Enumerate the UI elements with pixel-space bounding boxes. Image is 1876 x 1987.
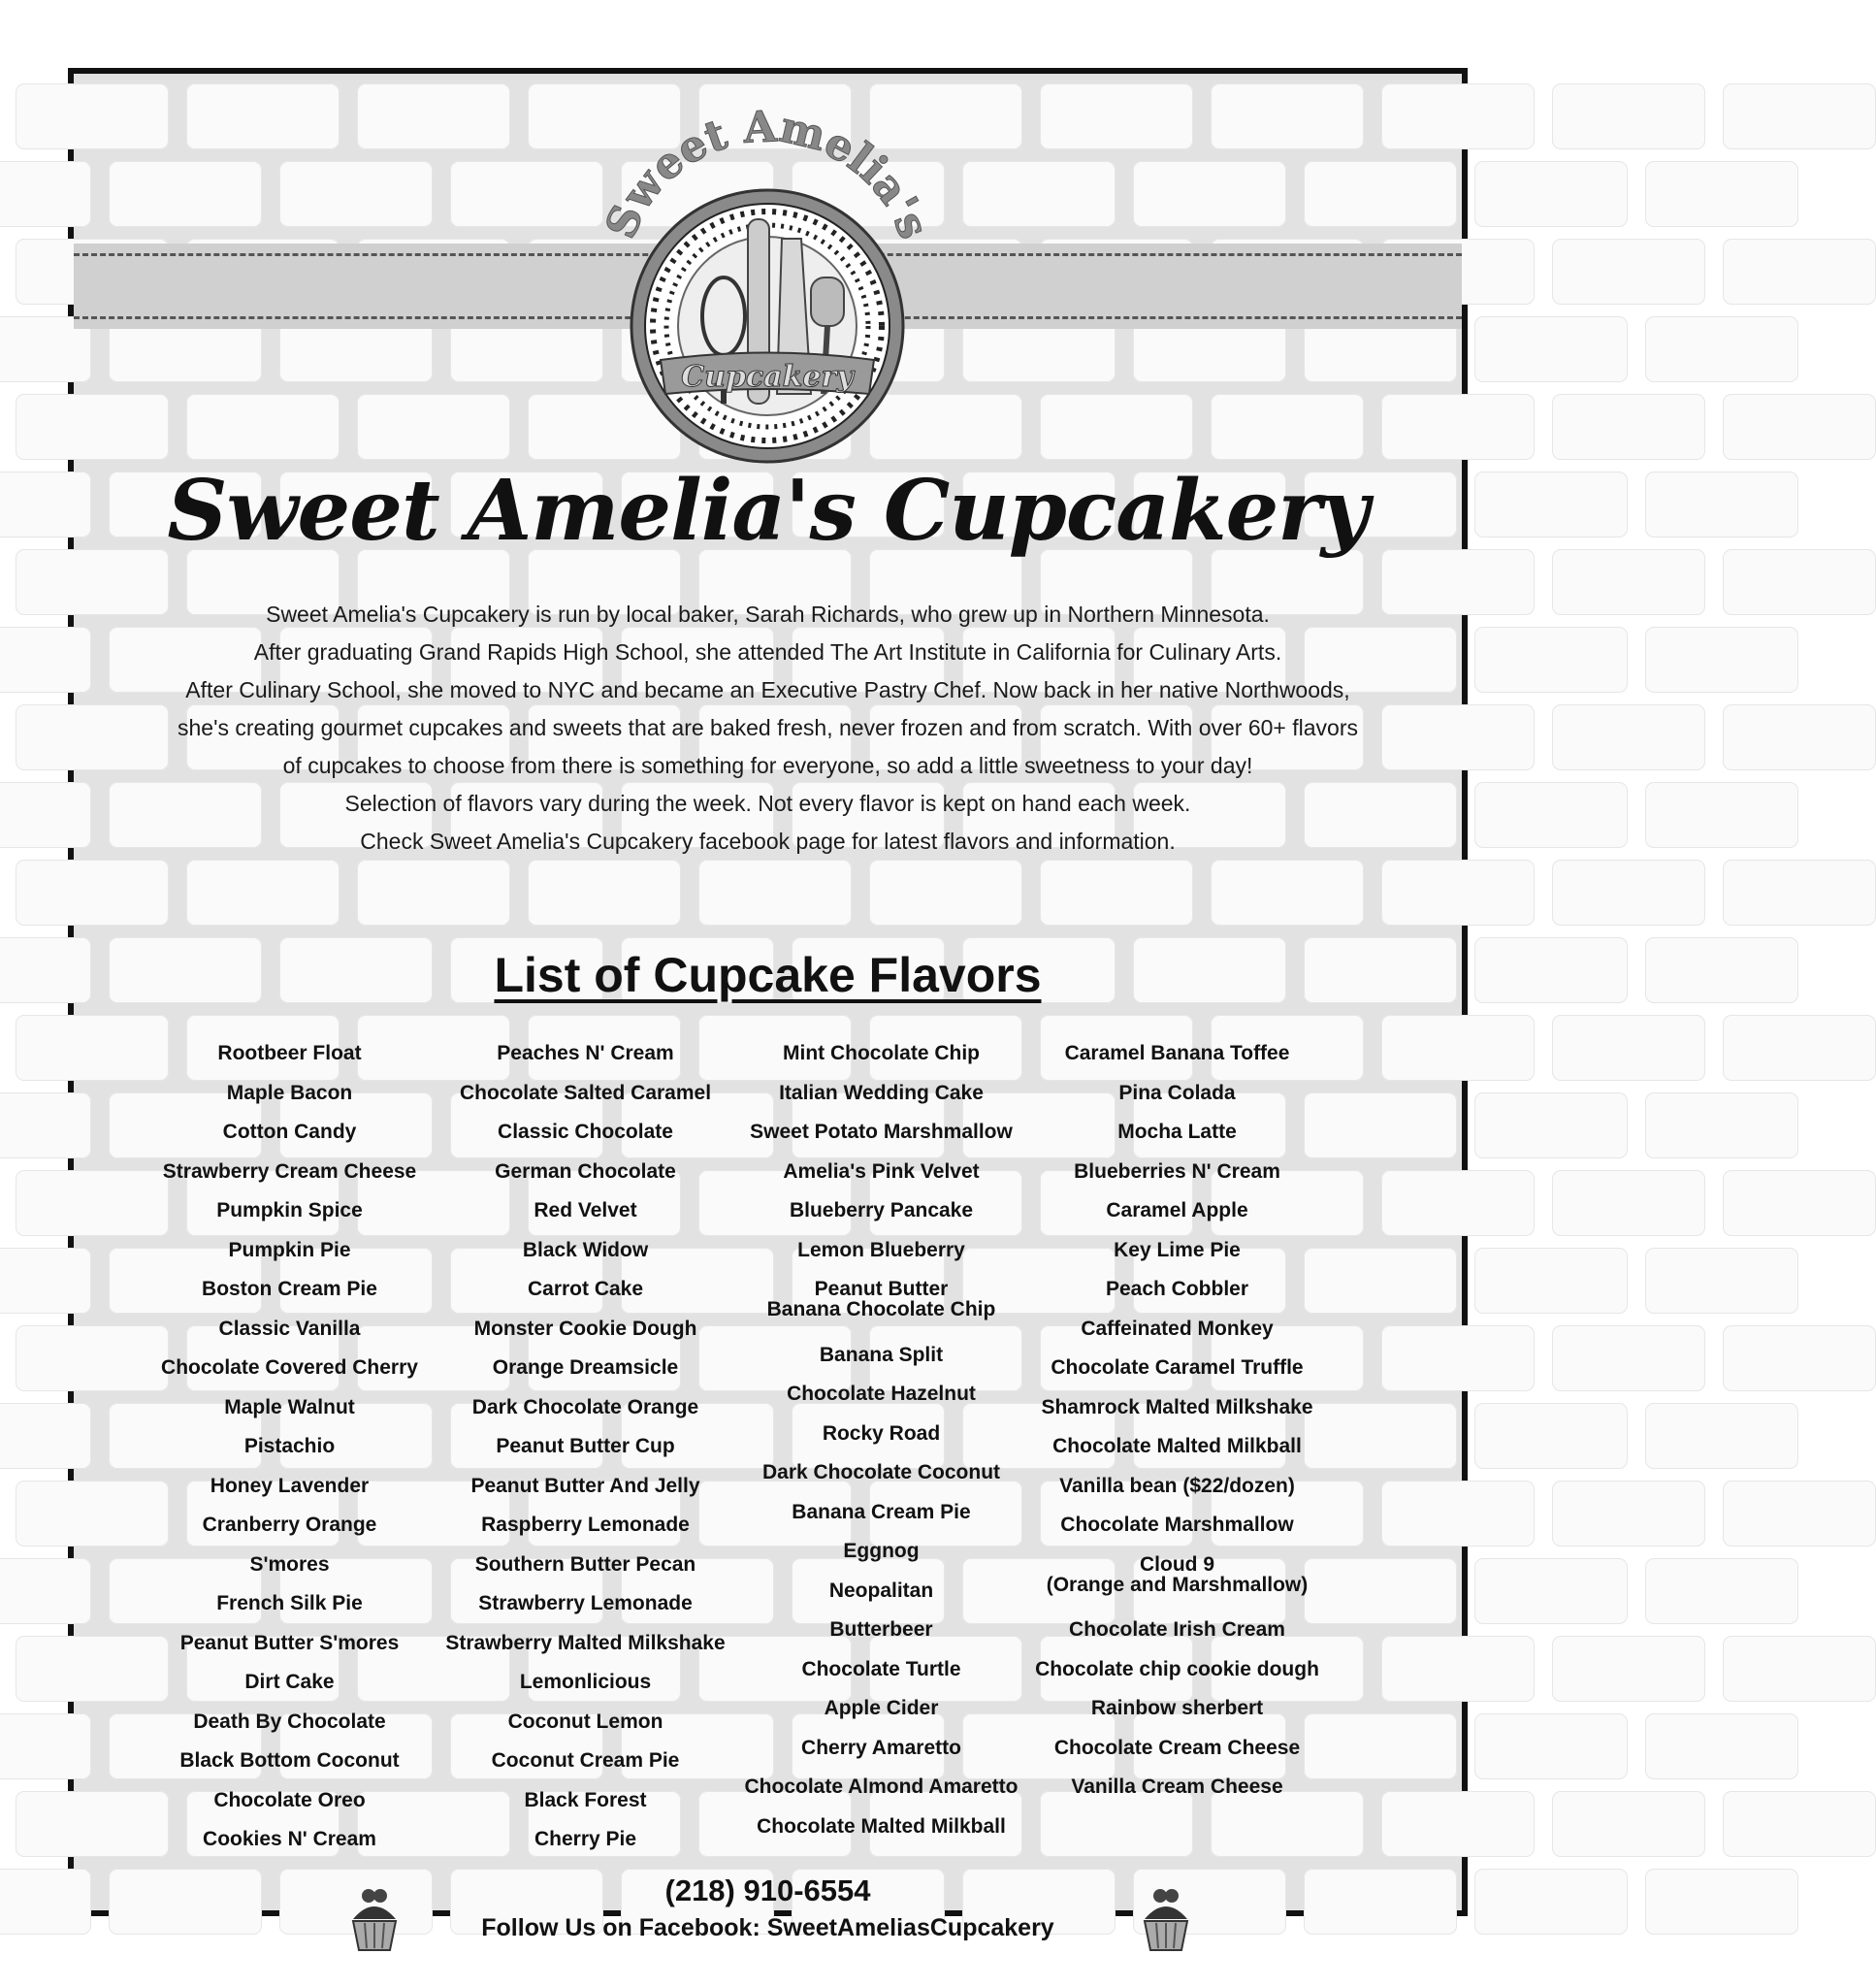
flavor-item: Cookies N' Cream — [203, 1828, 376, 1850]
flavor-list-heading-text: List of Cupcake Flavors — [494, 948, 1042, 1002]
flavor-item: Chocolate Irish Cream — [1069, 1618, 1285, 1641]
logo-badge-text: Cupcakery — [681, 360, 854, 394]
flavor-item: German Chocolate — [495, 1159, 676, 1183]
flavor-column-2 — [437, 1034, 733, 1860]
flavor-item: Mocha Latte — [1117, 1121, 1237, 1143]
flavor-item: Pumpkin Pie — [228, 1238, 351, 1261]
flavor-item: Peanut Butter Cup — [496, 1435, 675, 1457]
flavor-item: Banana Chocolate Chip — [766, 1298, 996, 1320]
flavor-item: Chocolate Oreo — [213, 1788, 366, 1811]
flavor-item: Strawberry Lemonade — [478, 1592, 693, 1614]
flavor-item: Mint Chocolate Chip — [783, 1042, 980, 1064]
flavor-item: Strawberry Cream Cheese — [162, 1159, 417, 1183]
flavor-item: Chocolate Covered Cherry — [161, 1356, 418, 1379]
flavor-item: Vanilla Cream Cheese — [1071, 1775, 1283, 1798]
flavor-item: Vanilla bean ($22/dozen) — [1059, 1474, 1295, 1497]
flavor-item: Strawberry Malted Milkshake — [445, 1631, 726, 1654]
page-title: Sweet Amelia's Cupcakery — [167, 462, 1369, 560]
flavor-column-3 — [733, 1034, 1029, 1860]
flavor-item: Classic Vanilla — [218, 1317, 361, 1340]
flavor-item: Blueberries N' Cream — [1074, 1159, 1280, 1183]
flavor-item: Caramel Banana Toffee — [1064, 1042, 1290, 1064]
flavor-item: Banana Cream Pie — [792, 1500, 971, 1523]
flavor-item: Southern Butter Pecan — [474, 1552, 696, 1576]
facebook-link: Follow Us on Facebook: SweetAmeliasCupcakery — [481, 1914, 1054, 1941]
intro-line: Check Sweet Amelia's Cupcakery facebook page for latest flavors and information. — [360, 829, 1176, 854]
phone-number: (218) 910-6554 — [664, 1873, 871, 1907]
intro-line: of cupcakes to choose from there is something for everyone, so add a little sweetness to your day! — [282, 753, 1253, 778]
flavor-item: Butterbeer — [829, 1618, 933, 1641]
flavor-item: S'mores — [249, 1552, 330, 1576]
flavor-item: Cranberry Orange — [202, 1514, 377, 1536]
flavor-item: (Orange and Marshmallow) — [1046, 1573, 1309, 1596]
flavor-item: Boston Cream Pie — [202, 1278, 377, 1300]
cupcakery-logo — [593, 103, 942, 472]
intro-line: After graduating Grand Rapids High School, she attended The Art Institute in California for Culinary Arts. — [253, 639, 1282, 665]
flavor-item: Peaches N' Cream — [497, 1042, 674, 1064]
flavor-item: Pumpkin Spice — [216, 1199, 363, 1222]
flavor-item: Shamrock Malted Milkshake — [1041, 1395, 1313, 1418]
flavor-item: Cotton Candy — [222, 1121, 357, 1143]
flavor-item: Neopalitan — [828, 1579, 934, 1602]
flavor-item: Chocolate Marshmallow — [1060, 1514, 1294, 1536]
intro-line: she's creating gourmet cupcakes and sweets that are baked fresh, never frozen and from scratch. With over 60+ flavors — [178, 715, 1358, 740]
flavor-list-heading — [74, 947, 1462, 1003]
intro-line: Selection of flavors vary during the week. Not every flavor is kept on hand each week. — [344, 791, 1191, 816]
flavor-column-1 — [142, 1034, 437, 1860]
logo-arc-text: Sweet Amelia's — [596, 103, 939, 246]
flavor-item: Italian Wedding Cake — [779, 1081, 984, 1104]
flavor-item: Blueberry Pancake — [789, 1199, 974, 1222]
flavor-item: Classic Chocolate — [498, 1121, 673, 1143]
flavor-item: Monster Cookie Dough — [473, 1317, 697, 1340]
flavor-item: Red Velvet — [534, 1199, 637, 1222]
flavor-item: Coconut Cream Pie — [491, 1749, 680, 1772]
flavor-item: Banana Split — [819, 1343, 944, 1366]
flavor-item: Pistachio — [243, 1435, 336, 1457]
flavor-item: Cherry Pie — [534, 1828, 637, 1850]
flavor-column-4 — [1029, 1034, 1325, 1860]
flavor-item: Apple Cider — [824, 1697, 939, 1719]
flavor-item: Pina Colada — [1118, 1081, 1236, 1104]
flavor-item: Chocolate chip cookie dough — [1035, 1657, 1319, 1680]
flavor-item: Amelia's Pink Velvet — [783, 1159, 980, 1183]
flavor-item: Rocky Road — [822, 1421, 941, 1445]
flavor-item: Chocolate Hazelnut — [787, 1383, 976, 1405]
flavor-item: Dirt Cake — [244, 1671, 335, 1693]
flavor-item: Chocolate Malted Milkball — [757, 1814, 1006, 1838]
flavor-item: Lemonlicious — [519, 1671, 652, 1693]
flavor-columns — [142, 1034, 1325, 1860]
flavor-item: Chocolate Almond Amaretto — [744, 1775, 1019, 1798]
flavor-item: Peanut Butter — [814, 1278, 949, 1300]
intro-line: Sweet Amelia's Cupcakery is run by local baker, Sarah Richards, who grew up in Northern Minnesota. — [266, 602, 1270, 627]
flavor-item: Honey Lavender — [210, 1474, 370, 1497]
flavor-item: Caramel Apple — [1106, 1199, 1248, 1222]
flavor-item: Peanut Butter S'mores — [179, 1631, 400, 1654]
flavor-item: Black Forest — [524, 1788, 647, 1811]
intro-text — [132, 596, 1404, 861]
flavor-item: Peanut Butter And Jelly — [470, 1474, 700, 1497]
flavor-item: Cloud 9 — [1140, 1552, 1214, 1576]
flavor-item: Dark Chocolate Orange — [471, 1395, 699, 1418]
flavor-item: Chocolate Cream Cheese — [1053, 1736, 1301, 1759]
flavor-item: Rainbow sherbert — [1090, 1697, 1264, 1719]
flavor-item: Sweet Potato Marshmallow — [750, 1121, 1013, 1143]
flavor-item: Lemon Blueberry — [797, 1238, 965, 1261]
flavor-item: Maple Walnut — [224, 1395, 355, 1418]
flavor-item: Maple Bacon — [226, 1081, 353, 1104]
flavor-item: Black Widow — [522, 1238, 649, 1261]
flavor-item: Chocolate Malted Milkball — [1052, 1435, 1302, 1457]
flavor-item: Rootbeer Float — [217, 1042, 362, 1064]
flavor-item: Raspberry Lemonade — [481, 1514, 690, 1536]
flavor-item: Black Bottom Coconut — [179, 1749, 400, 1772]
flavor-item: Key Lime Pie — [1114, 1238, 1241, 1261]
flavor-item: Eggnog — [843, 1540, 920, 1562]
flavor-item: Cherry Amaretto — [801, 1736, 961, 1759]
cupcake-icon — [1139, 1886, 1193, 1954]
flavor-item: Orange Dreamsicle — [492, 1356, 679, 1379]
flavor-item: Peach Cobbler — [1105, 1278, 1249, 1300]
flavor-item: Chocolate Caramel Truffle — [1051, 1356, 1304, 1379]
flavor-item: Carrot Cake — [527, 1278, 644, 1300]
flavor-item: Coconut Lemon — [507, 1710, 663, 1733]
flavor-item: French Silk Pie — [216, 1592, 363, 1614]
flavor-item: Death By Chocolate — [193, 1710, 386, 1733]
flavor-item: Chocolate Turtle — [801, 1657, 961, 1680]
flavor-item: Chocolate Salted Caramel — [459, 1081, 712, 1104]
flavor-item: Caffeinated Monkey — [1081, 1317, 1274, 1340]
flyer-frame — [68, 68, 1468, 1941]
intro-line: After Culinary School, she moved to NYC and became an Executive Pastry Chef. Now back in her native Northwoods, — [185, 677, 1350, 702]
flavor-item: Dark Chocolate Coconut — [761, 1461, 1001, 1483]
